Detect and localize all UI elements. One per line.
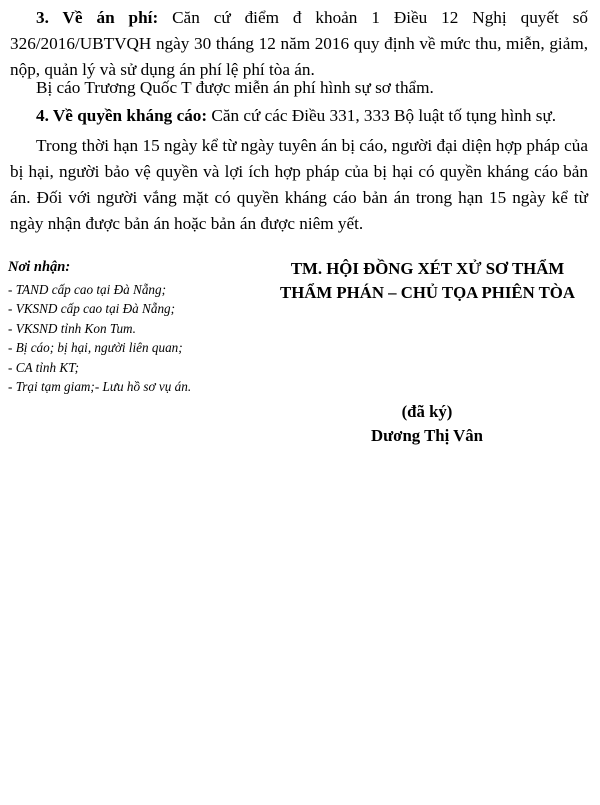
signature-title-block [260,257,595,305]
recipient-item: - Bị cáo; bị hại, người liên quan; [8,340,183,355]
section-3-text: Căn cứ điểm đ khoản 1 Điều 12 Nghị quyết số 326/2016/UBTVQH ngày 30 tháng 12 năm 2016 quy định về mức thu, miễn, giảm, nộp, quản lý và sử dụng án phí lệ phí tòa án. [10,8,588,79]
signer-block [327,400,527,448]
signed-note: (đã ký) [401,402,453,421]
section-4-paragraph [10,103,588,129]
exemption-paragraph: Bị cáo Trương Quốc T được miễn án phí hình sự sơ thẩm. [36,78,434,97]
recipients-list [8,280,248,397]
recipient-item: - TAND cấp cao tại Đà Nẵng; [8,281,166,297]
signer-name: Dương Thị Vân [370,426,484,445]
recipient-item: - VKSND cấp cao tại Đà Nẵng; [8,301,176,316]
recipient-item: - VKSND tỉnh Kon Tum. [8,320,136,336]
recipients-heading: Nơi nhận: [8,259,71,275]
appeal-paragraph: Trong thời hạn 15 ngày kể từ ngày tuyên án bị cáo, người đại diện hợp pháp của bị hại, người bảo vệ quyền và lợi ích hợp pháp của bị hại có quyền kháng cáo bản án. Đối với người vắng mặt có quyền kháng cáo bản án trong hạn 15 ngày kể từ ngày nhận được bản án hoặc bản án được niêm yết. [10,136,588,233]
judge-title: THẨM PHÁN – CHỦ TỌA PHIÊN TÒA [280,283,575,302]
council-title: TM. HỘI ĐỒNG XÉT XỬ SƠ THẨM [290,259,565,278]
section-3-paragraph [10,5,588,83]
section-4-title: 4. Về quyền kháng cáo: [36,106,208,125]
section-3-title: 3. Về án phí: [36,8,159,27]
recipients-block [8,258,248,397]
section-4-text: Căn cứ các Điều 331, 333 Bộ luật tố tụng hình sự. [207,106,557,125]
recipient-item: - Trại tạm giam;- Lưu hồ sơ vụ án. [8,379,192,394]
recipient-item: - CA tỉnh KT; [8,359,80,375]
